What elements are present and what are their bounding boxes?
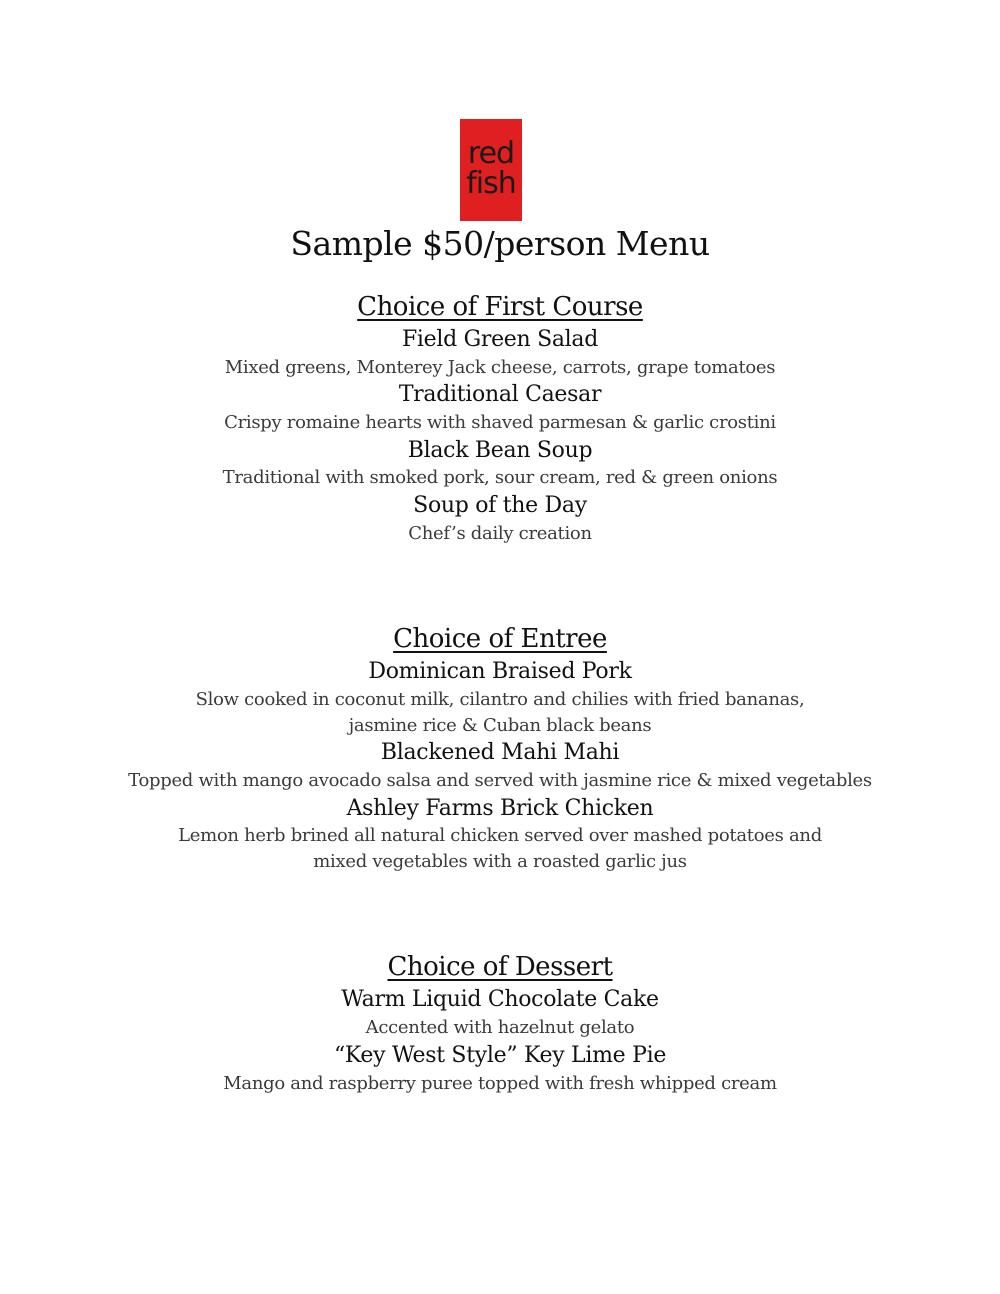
menu-item-name: Ashley Farms Brick Chicken [346, 796, 654, 821]
menu-item-name: Black Bean Soup [407, 438, 593, 463]
menu-item-description: Crispy romaine hearts with shaved parmesan & garlic crostini [224, 412, 776, 433]
menu-item-name: Soup of the Day [413, 493, 587, 518]
page-title: Sample $50/person Menu [290, 224, 710, 263]
red-fish-logo [460, 119, 522, 221]
menu-item-description: Mixed greens, Monterey Jack cheese, carrots, grape tomatoes [224, 357, 776, 378]
menu-item-description: jasmine rice & Cuban black beans [348, 715, 652, 736]
menu-item-description: Chef’s daily creation [408, 523, 592, 544]
menu-item-description: Lemon herb brined all natural chicken served over mashed potatoes and [178, 825, 822, 846]
menu-item-name: Blackened Mahi Mahi [380, 740, 620, 765]
menu-item-description: Mango and raspberry puree topped with fresh whipped cream [223, 1073, 777, 1094]
section-heading-dessert: Choice of Dessert [387, 952, 613, 982]
menu-item-name: Field Green Salad [401, 327, 599, 352]
logo-line-2: fish [466, 166, 516, 201]
section-heading-first-course: Choice of First Course [357, 292, 643, 322]
menu-item-name: Traditional Caesar [398, 382, 602, 407]
menu-item-description: mixed vegetables with a roasted garlic jus [313, 851, 687, 872]
logo-line-1: red [467, 136, 515, 171]
menu-item-description: Accented with hazelnut gelato [365, 1017, 635, 1038]
menu-item-description: Slow cooked in coconut milk, cilantro and chilies with fried bananas, [195, 689, 805, 710]
menu-item-description: Topped with mango avocado salsa and served with jasmine rice & mixed vegetables [128, 770, 872, 791]
menu-item-name: Warm Liquid Chocolate Cake [341, 987, 659, 1012]
menu-item-name: Dominican Braised Pork [368, 659, 632, 684]
menu-item-description: Traditional with smoked pork, sour cream, red & green onions [222, 467, 778, 488]
section-heading-entree: Choice of Entree [393, 624, 607, 654]
logo-wordmark [460, 136, 522, 201]
menu-item-name: “Key West Style” Key Lime Pie [333, 1043, 667, 1068]
